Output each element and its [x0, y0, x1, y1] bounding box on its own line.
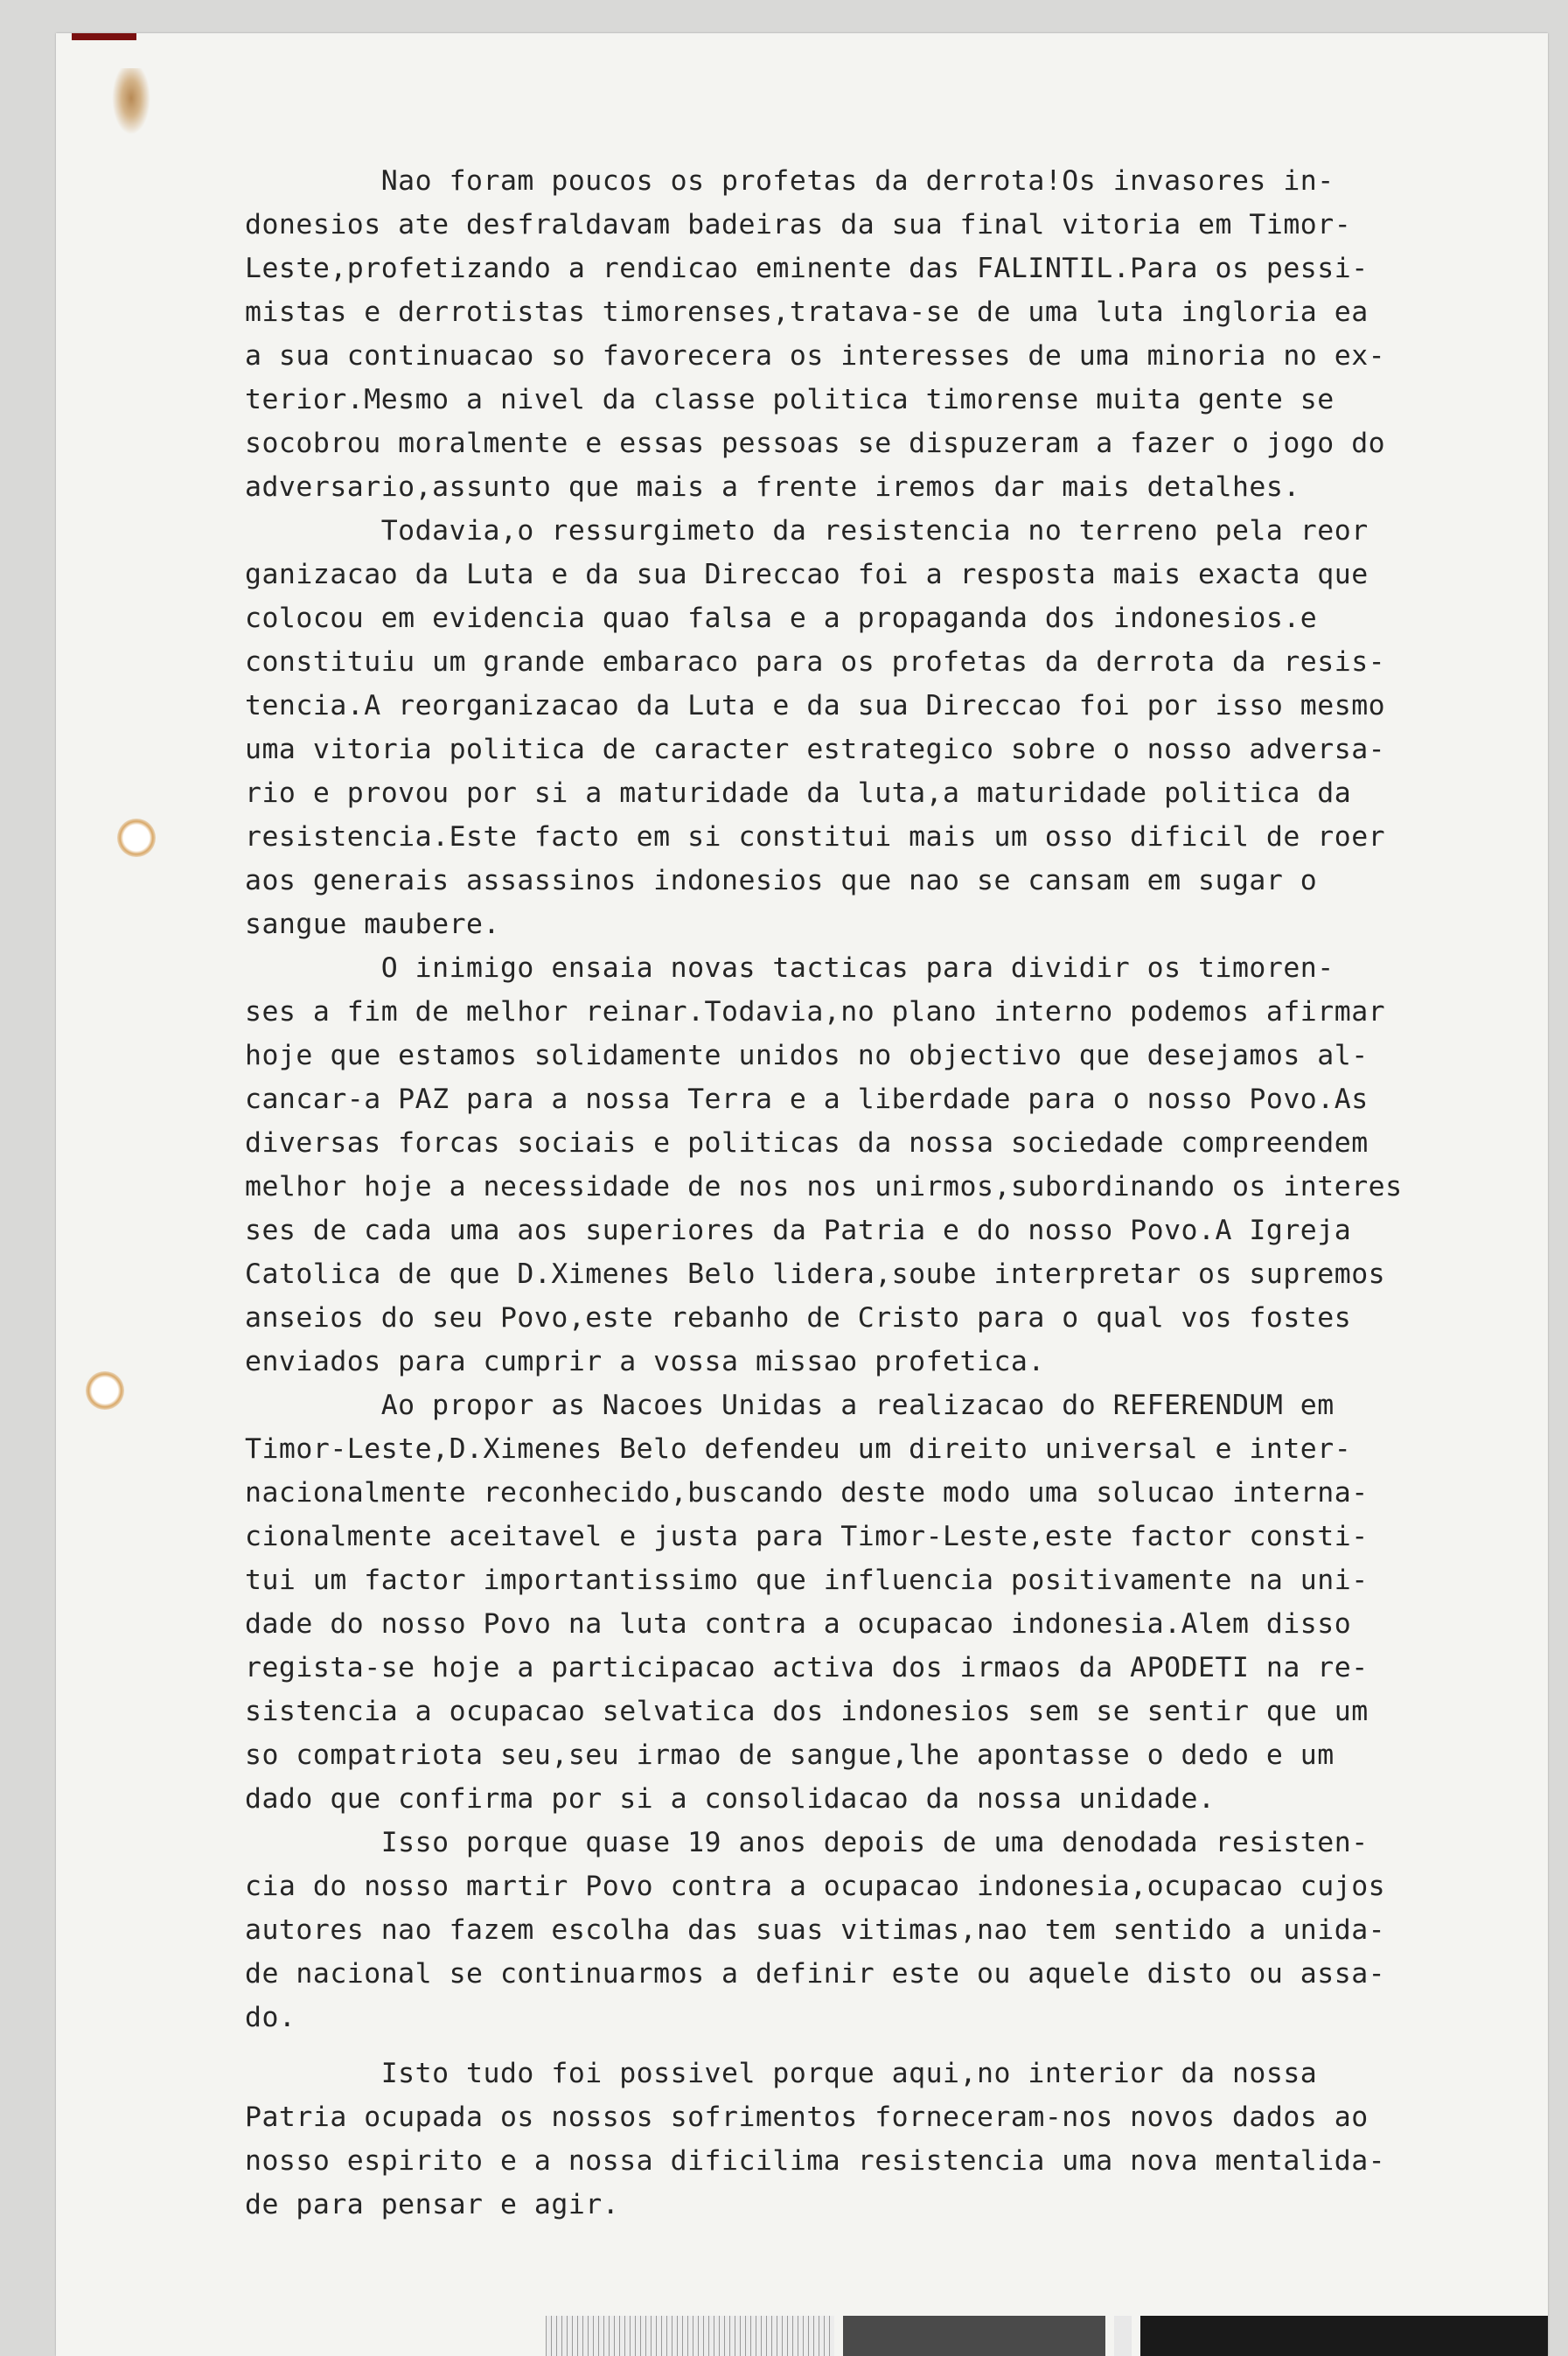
text-line: ses de cada uma aos superiores da Patria e do nosso Povo.A Igreja: [245, 1215, 1352, 1246]
text-line: Nao foram poucos os profetas da derrota!Os invasores in-: [245, 165, 1335, 197]
paragraph-gap: [245, 2039, 1504, 2052]
color-calibration-strip: [546, 2316, 1548, 2356]
text-line: cia do nosso martir Povo contra a ocupacao indonesia,ocupacao cujos: [245, 1871, 1386, 1902]
text-line: O inimigo ensaia novas tacticas para dividir os timoren-: [245, 952, 1335, 984]
text-line: de para pensar e agir.: [245, 2189, 620, 2220]
paragraph: [245, 946, 1504, 1384]
text-line: melhor hoje a necessidade de nos nos unirmos,subordinando os interes: [245, 1171, 1403, 1202]
text-line: sangue maubere.: [245, 909, 500, 940]
text-line: so compatriota seu,seu irmao de sangue,lhe apontasse o dedo e um: [245, 1739, 1335, 1771]
text-line: cancar-a PAZ para a nossa Terra e a liberdade para o nosso Povo.As: [245, 1084, 1369, 1115]
red-tab-mark: [72, 33, 136, 40]
white-swatch: [1114, 2316, 1132, 2356]
text-line: colocou em evidencia quao falsa e a propaganda dos indonesios.e: [245, 603, 1318, 634]
text-line: tui um factor importantissimo que influencia positivamente na uni-: [245, 1565, 1369, 1596]
text-line: constituiu um grande embaraco para os profetas da derrota da resis-: [245, 646, 1386, 678]
text-line: Isto tudo foi possivel porque aqui,no interior da nossa: [245, 2058, 1318, 2089]
paragraph: [245, 159, 1504, 509]
text-line: diversas forcas sociais e politicas da nossa sociedade compreendem: [245, 1127, 1369, 1159]
paragraph: [245, 2052, 1504, 2227]
text-line: ganizacao da Luta e da sua Direccao foi a resposta mais exacta que: [245, 559, 1369, 590]
text-line: dade do nosso Povo na luta contra a ocupacao indonesia.Alem disso: [245, 1608, 1352, 1640]
text-line: autores nao fazem escolha das suas vitimas,nao tem sentido a unida-: [245, 1914, 1386, 1946]
text-line: anseios do seu Povo,este rebanho de Cristo para o qual vos fostes: [245, 1302, 1352, 1334]
text-line: rio e provou por si a maturidade da luta,a maturidade politica da: [245, 777, 1352, 809]
text-line: a sua continuacao so favorecera os interesses de uma minoria no ex-: [245, 340, 1386, 372]
text-line: de nacional se continuarmos a definir este ou aquele disto ou assa-: [245, 1958, 1386, 1990]
text-line: aos generais assassinos indonesios que nao se cansam em sugar o: [245, 865, 1318, 896]
text-line: Catolica de que D.Ximenes Belo lidera,soube interpretar os supremos: [245, 1258, 1386, 1290]
text-line: terior.Mesmo a nivel da classe politica timorense muita gente se: [245, 384, 1335, 415]
text-line: hoje que estamos solidamente unidos no objectivo que desejamos al-: [245, 1040, 1369, 1071]
text-line: socobrou moralmente e essas pessoas se dispuzeram a fazer o jogo do: [245, 428, 1386, 459]
text-line: regista-se hoje a participacao activa dos irmaos da APODETI na re-: [245, 1652, 1369, 1683]
paragraph: [245, 509, 1504, 946]
paragraph: [245, 1821, 1504, 2039]
text-line: do.: [245, 2002, 296, 2033]
text-line: Patria ocupada os nossos sofrimentos forneceram-nos novos dados ao: [245, 2102, 1369, 2133]
text-line: mistas e derrotistas timorenses,tratava-se de uma luta ingloria ea: [245, 296, 1369, 328]
gray-swatch: [843, 2316, 1105, 2356]
ruler-scale: [546, 2316, 834, 2356]
text-line: donesios ate desfraldavam badeiras da sua final vitoria em Timor-: [245, 209, 1352, 240]
paragraph: [245, 1384, 1504, 1821]
text-line: Isso porque quase 19 anos depois de uma denodada resisten-: [245, 1827, 1369, 1858]
text-line: uma vitoria politica de caracter estrategico sobre o nosso adversa-: [245, 734, 1386, 765]
punch-hole: [86, 1371, 124, 1410]
text-line: enviados para cumprir a vossa missao profetica.: [245, 1346, 1045, 1377]
black-swatch: [1140, 2316, 1548, 2356]
text-line: dado que confirma por si a consolidacao da nossa unidade.: [245, 1783, 1216, 1815]
text-line: Todavia,o ressurgimeto da resistencia no terreno pela reor: [245, 515, 1369, 547]
text-line: Ao propor as Nacoes Unidas a realizacao do REFERENDUM em: [245, 1390, 1335, 1421]
text-line: resistencia.Este facto em si constitui mais um osso dificil de roer: [245, 821, 1386, 853]
text-line: cionalmente aceitavel e justa para Timor-Leste,este factor consti-: [245, 1521, 1369, 1552]
text-line: tencia.A reorganizacao da Luta e da sua Direccao foi por isso mesmo: [245, 690, 1386, 721]
text-line: ses a fim de melhor reinar.Todavia,no plano interno podemos afirmar: [245, 996, 1386, 1028]
text-line: Timor-Leste,D.Ximenes Belo defendeu um direito universal e inter-: [245, 1433, 1352, 1465]
punch-hole: [117, 819, 156, 857]
text-line: Leste,profetizando a rendicao eminente das FALINTIL.Para os pessi-: [245, 253, 1369, 284]
rust-stain: [112, 68, 150, 135]
text-line: sistencia a ocupacao selvatica dos indonesios sem se sentir que um: [245, 1696, 1369, 1727]
text-line: adversario,assunto que mais a frente iremos dar mais detalhes.: [245, 471, 1300, 503]
text-line: nosso espirito e a nossa dificilima resistencia uma nova mentalida-: [245, 2145, 1386, 2177]
text-line: nacionalmente reconhecido,buscando deste modo uma solucao interna-: [245, 1477, 1369, 1509]
typewritten-text: [245, 159, 1504, 2227]
